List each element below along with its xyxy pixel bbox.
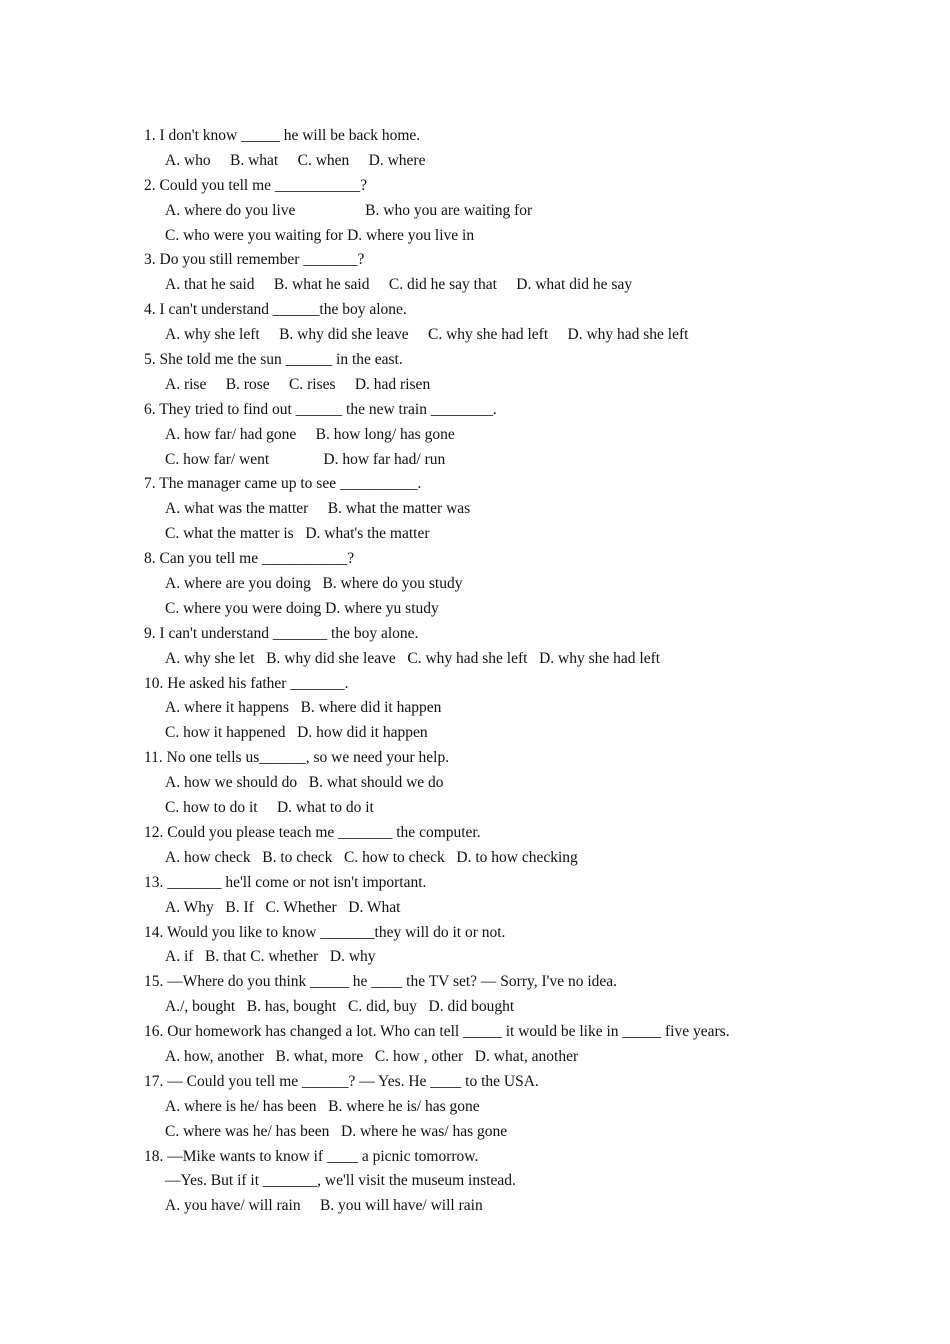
question-line: 13. _______ he'll come or not isn't important. xyxy=(144,873,427,891)
question-line: 7. The manager came up to see __________. xyxy=(144,475,422,493)
answer-options-line: A. that he said B. what he said C. did he say that D. what did he say xyxy=(165,276,633,294)
answer-options-line: —Yes. But if it _______, we'll visit the museum instead. xyxy=(165,1172,516,1190)
answer-options-line: C. where was he/ has been D. where he was/ has gone xyxy=(165,1122,508,1140)
answer-options-line: A. what was the matter B. what the matter was xyxy=(165,500,471,518)
answer-options-line: A. how far/ had gone B. how long/ has gone xyxy=(165,425,455,443)
answer-options-line: A. if B. that C. whether D. why xyxy=(165,948,376,966)
question-list xyxy=(144,124,844,1219)
question-line: 10. He asked his father _______. xyxy=(144,674,349,692)
answer-options-line: A. where it happens B. where did it happen xyxy=(165,699,442,717)
answer-options-line: A. Why B. If C. Whether D. What xyxy=(165,898,401,916)
answer-options-line: A. you have/ will rain B. you will have/ will rain xyxy=(165,1197,483,1215)
answer-options-line: A. where are you doing B. where do you study xyxy=(165,575,463,593)
question-line: 4. I can't understand ______the boy alone. xyxy=(144,301,407,319)
answer-options-line: A. how we should do B. what should we do xyxy=(165,774,444,792)
question-line: 12. Could you please teach me _______ the computer. xyxy=(144,823,481,841)
answer-options-line: A. how check B. to check C. how to check D. to how checking xyxy=(165,848,578,866)
question-line: 9. I can't understand _______ the boy alone. xyxy=(144,624,419,642)
question-line: 1. I don't know _____ he will be back home. xyxy=(144,127,421,144)
answer-options-line: A. who B. what C. when D. where xyxy=(165,151,426,169)
answer-options-line: C. what the matter is D. what's the matter xyxy=(165,525,430,543)
answer-options-line: A./, bought B. has, bought C. did, buy D. did bought xyxy=(165,998,515,1016)
answer-options-line: C. who were you waiting for D. where you live in xyxy=(165,226,475,244)
question-line: 15. —Where do you think _____ he ____ the TV set? — Sorry, I've no idea. xyxy=(144,973,618,991)
answer-options-line: C. how far/ went D. how far had/ run xyxy=(165,450,446,468)
question-line: 11. No one tells us______, so we need your help. xyxy=(144,749,450,767)
question-line: 16. Our homework has changed a lot. Who can tell _____ it would be like in _____ five years. xyxy=(144,1023,730,1041)
answer-options-line: C. where you were doing D. where yu study xyxy=(165,599,439,617)
question-line: 17. — Could you tell me ______? — Yes. He ____ to the USA. xyxy=(144,1072,539,1090)
answer-options-line: A. how, another B. what, more C. how , other D. what, another xyxy=(165,1047,579,1065)
question-line: 3. Do you still remember _______? xyxy=(144,251,365,269)
answer-options-line: A. where is he/ has been B. where he is/ has gone xyxy=(165,1097,480,1115)
answer-options-line: C. how it happened D. how did it happen xyxy=(165,724,428,742)
question-line: 18. —Mike wants to know if ____ a picnic tomorrow. xyxy=(144,1147,479,1165)
question-line: 8. Can you tell me ___________? xyxy=(144,550,355,568)
answer-options-line: A. rise B. rose C. rises D. had risen xyxy=(165,375,431,393)
answer-options-line: A. why she left B. why did she leave C. why she had left D. why had she left xyxy=(165,326,689,344)
question-line: 2. Could you tell me ___________? xyxy=(144,176,368,194)
question-line: 5. She told me the sun ______ in the east. xyxy=(144,351,403,369)
answer-options-line: A. where do you live B. who you are waiting for xyxy=(165,201,533,219)
question-line: 14. Would you like to know _______they will do it or not. xyxy=(144,923,506,941)
answer-options-line: A. why she let B. why did she leave C. why had she left D. why she had left xyxy=(165,649,661,667)
answer-options-line: C. how to do it D. what to do it xyxy=(165,799,374,817)
question-line: 6. They tried to find out ______ the new train ________. xyxy=(144,400,497,418)
